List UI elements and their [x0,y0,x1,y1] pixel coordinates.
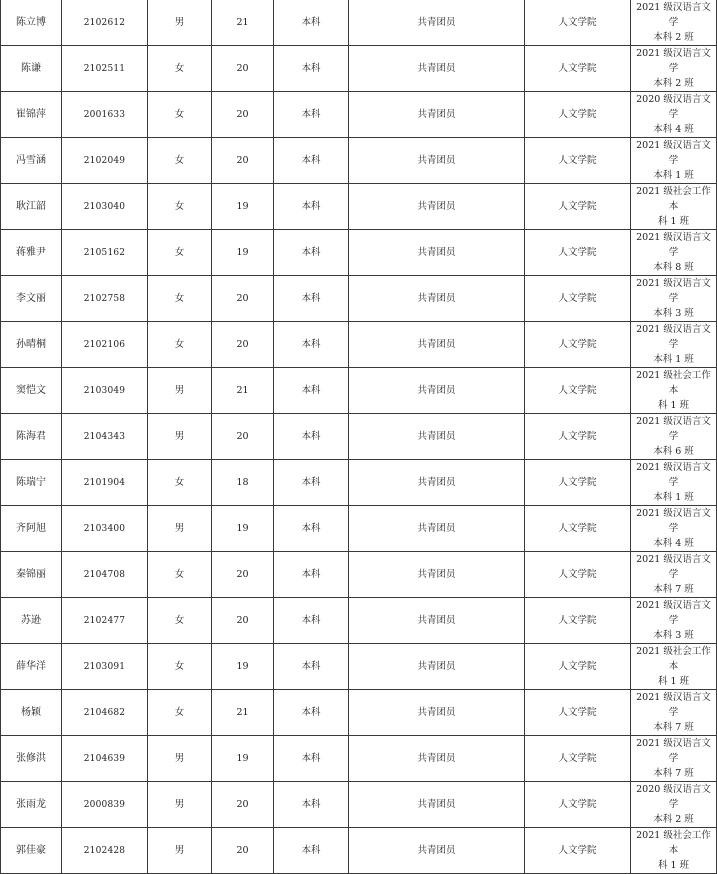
degree-cell: 本科 [274,552,349,598]
class-line-1: 2021 级汉语言文学 [636,692,711,718]
class-cell [631,690,717,736]
table-row [1,506,717,552]
table-row [1,184,717,230]
table-row [1,276,717,322]
college-cell: 人文学院 [525,506,631,552]
age-cell: 20 [212,782,274,828]
student-name-cell: 杨颖 [1,690,62,736]
student-id-cell: 2105162 [62,230,148,276]
class-line-2: 本科 6 班 [653,446,694,457]
student-id-cell: 2104343 [62,414,148,460]
student-name-cell: 苏逊 [1,598,62,644]
age-cell: 19 [212,644,274,690]
age-cell: 21 [212,0,274,46]
class-line-1: 2020 级汉语言文学 [636,94,711,120]
class-line-2: 本科 2 班 [653,32,694,43]
class-cell [631,92,717,138]
table-row [1,552,717,598]
class-cell [631,598,717,644]
college-cell: 人文学院 [525,368,631,414]
degree-cell: 本科 [274,184,349,230]
gender-cell: 男 [148,506,212,552]
age-cell: 20 [212,92,274,138]
student-id-cell: 2103400 [62,506,148,552]
political-status-cell: 共青团员 [349,0,525,46]
student-id-cell: 2103040 [62,184,148,230]
class-line-2: 科 1 班 [657,860,690,871]
class-cell [631,276,717,322]
student-name-cell: 张修洪 [1,736,62,782]
gender-cell: 女 [148,322,212,368]
class-line-1: 2021 级汉语言文学 [636,324,711,350]
student-name-cell: 孙晴桐 [1,322,62,368]
student-id-cell: 2000839 [62,782,148,828]
degree-cell: 本科 [274,828,349,874]
class-line-2: 科 1 班 [657,216,690,227]
political-status-cell: 共青团员 [349,184,525,230]
roster-body [1,0,717,874]
student-id-cell: 2103091 [62,644,148,690]
political-status-cell: 共青团员 [349,644,525,690]
student-id-cell: 2104682 [62,690,148,736]
class-line-1: 2021 级汉语言文学 [636,416,711,442]
gender-cell: 女 [148,230,212,276]
student-name-cell: 冯雪涵 [1,138,62,184]
class-line-1: 2021 级社会工作本 [636,186,711,212]
degree-cell: 本科 [274,138,349,184]
class-cell [631,552,717,598]
political-status-cell: 共青团员 [349,598,525,644]
class-line-2: 科 1 班 [657,676,690,687]
gender-cell: 女 [148,644,212,690]
class-cell [631,0,717,46]
class-line-1: 2021 级汉语言文学 [636,48,711,74]
college-cell: 人文学院 [525,828,631,874]
degree-cell: 本科 [274,644,349,690]
class-line-2: 本科 1 班 [653,170,694,181]
table-row [1,644,717,690]
class-line-1: 2021 级汉语言文学 [636,232,711,258]
degree-cell: 本科 [274,230,349,276]
gender-cell: 女 [148,690,212,736]
class-line-2: 本科 3 班 [653,308,694,319]
gender-cell: 女 [148,276,212,322]
degree-cell: 本科 [274,322,349,368]
gender-cell: 女 [148,184,212,230]
age-cell: 19 [212,506,274,552]
gender-cell: 男 [148,828,212,874]
student-id-cell: 2102758 [62,276,148,322]
college-cell: 人文学院 [525,690,631,736]
class-cell [631,782,717,828]
class-cell [631,230,717,276]
degree-cell: 本科 [274,598,349,644]
political-status-cell: 共青团员 [349,828,525,874]
political-status-cell: 共青团员 [349,460,525,506]
class-cell [631,138,717,184]
class-cell [631,414,717,460]
student-id-cell: 2103049 [62,368,148,414]
student-name-cell: 张雨龙 [1,782,62,828]
class-line-2: 科 1 班 [657,400,690,411]
student-name-cell: 窦恺文 [1,368,62,414]
political-status-cell: 共青团员 [349,230,525,276]
gender-cell: 男 [148,736,212,782]
degree-cell: 本科 [274,276,349,322]
class-line-2: 本科 1 班 [653,492,694,503]
student-name-cell: 薛华洋 [1,644,62,690]
class-line-2: 本科 3 班 [653,630,694,641]
age-cell: 20 [212,414,274,460]
class-line-1: 2021 级汉语言文学 [636,738,711,764]
table-row [1,322,717,368]
class-line-2: 本科 2 班 [653,814,694,825]
degree-cell: 本科 [274,460,349,506]
table-row [1,368,717,414]
student-id-cell: 2102106 [62,322,148,368]
age-cell: 19 [212,736,274,782]
student-id-cell: 2102049 [62,138,148,184]
age-cell: 20 [212,322,274,368]
gender-cell: 男 [148,782,212,828]
student-id-cell: 2102612 [62,0,148,46]
political-status-cell: 共青团员 [349,736,525,782]
class-cell [631,46,717,92]
class-cell [631,506,717,552]
class-cell [631,460,717,506]
class-line-2: 本科 7 班 [653,584,694,595]
class-line-2: 本科 7 班 [653,768,694,779]
student-name-cell: 陈瑞宁 [1,460,62,506]
degree-cell: 本科 [274,782,349,828]
class-line-1: 2021 级汉语言文学 [636,278,711,304]
college-cell: 人文学院 [525,230,631,276]
degree-cell: 本科 [274,92,349,138]
class-cell [631,184,717,230]
class-line-1: 2021 级汉语言文学 [636,140,711,166]
student-id-cell: 2101904 [62,460,148,506]
college-cell: 人文学院 [525,184,631,230]
student-name-cell: 耿江韶 [1,184,62,230]
student-id-cell: 2102428 [62,828,148,874]
student-name-cell: 齐阿旭 [1,506,62,552]
class-cell [631,828,717,874]
degree-cell: 本科 [274,0,349,46]
college-cell: 人文学院 [525,736,631,782]
age-cell: 21 [212,368,274,414]
college-cell: 人文学院 [525,46,631,92]
table-row [1,690,717,736]
student-id-cell: 2104639 [62,736,148,782]
class-cell [631,736,717,782]
degree-cell: 本科 [274,46,349,92]
class-cell [631,322,717,368]
student-id-cell: 2104708 [62,552,148,598]
class-line-2: 本科 7 班 [653,722,694,733]
class-line-1: 2020 级汉语言文学 [636,784,711,810]
table-row [1,230,717,276]
table-row [1,414,717,460]
college-cell: 人文学院 [525,322,631,368]
class-line-2: 本科 8 班 [653,262,694,273]
college-cell: 人文学院 [525,782,631,828]
class-line-1: 2021 级汉语言文学 [636,2,711,28]
student-name-cell: 李文丽 [1,276,62,322]
college-cell: 人文学院 [525,414,631,460]
student-name-cell: 崔锦萍 [1,92,62,138]
table-row [1,736,717,782]
age-cell: 18 [212,460,274,506]
college-cell: 人文学院 [525,552,631,598]
age-cell: 20 [212,598,274,644]
age-cell: 20 [212,46,274,92]
student-name-cell: 陈谦 [1,46,62,92]
college-cell: 人文学院 [525,138,631,184]
political-status-cell: 共青团员 [349,690,525,736]
age-cell: 20 [212,276,274,322]
college-cell: 人文学院 [525,276,631,322]
political-status-cell: 共青团员 [349,92,525,138]
gender-cell: 女 [148,552,212,598]
age-cell: 20 [212,138,274,184]
college-cell: 人文学院 [525,460,631,506]
table-row [1,828,717,874]
class-line-2: 本科 4 班 [653,124,694,135]
table-row [1,460,717,506]
age-cell: 20 [212,552,274,598]
college-cell: 人文学院 [525,644,631,690]
degree-cell: 本科 [274,736,349,782]
political-status-cell: 共青团员 [349,552,525,598]
gender-cell: 女 [148,598,212,644]
college-cell: 人文学院 [525,0,631,46]
student-id-cell: 2001633 [62,92,148,138]
table-row [1,598,717,644]
gender-cell: 女 [148,92,212,138]
class-line-2: 本科 2 班 [653,78,694,89]
college-cell: 人文学院 [525,598,631,644]
political-status-cell: 共青团员 [349,276,525,322]
gender-cell: 女 [148,138,212,184]
political-status-cell: 共青团员 [349,322,525,368]
class-line-1: 2021 级社会工作本 [636,830,711,856]
gender-cell: 男 [148,0,212,46]
class-line-1: 2021 级社会工作本 [636,646,711,672]
political-status-cell: 共青团员 [349,46,525,92]
table-row [1,138,717,184]
student-name-cell: 陈海君 [1,414,62,460]
gender-cell: 男 [148,414,212,460]
gender-cell: 女 [148,460,212,506]
class-cell [631,368,717,414]
political-status-cell: 共青团员 [349,506,525,552]
gender-cell: 男 [148,368,212,414]
student-id-cell: 2102511 [62,46,148,92]
gender-cell: 女 [148,46,212,92]
class-line-1: 2021 级汉语言文学 [636,600,711,626]
degree-cell: 本科 [274,690,349,736]
degree-cell: 本科 [274,414,349,460]
class-cell [631,644,717,690]
political-status-cell: 共青团员 [349,368,525,414]
class-line-2: 本科 1 班 [653,354,694,365]
student-id-cell: 2102477 [62,598,148,644]
class-line-1: 2021 级汉语言文学 [636,508,711,534]
class-line-2: 本科 4 班 [653,538,694,549]
table-row [1,46,717,92]
political-status-cell: 共青团员 [349,782,525,828]
class-line-1: 2021 级社会工作本 [636,370,711,396]
age-cell: 20 [212,828,274,874]
class-line-1: 2021 级汉语言文学 [636,462,711,488]
student-name-cell: 郭佳豪 [1,828,62,874]
political-status-cell: 共青团员 [349,138,525,184]
table-row [1,782,717,828]
age-cell: 19 [212,230,274,276]
student-name-cell: 蒋雅尹 [1,230,62,276]
degree-cell: 本科 [274,506,349,552]
degree-cell: 本科 [274,368,349,414]
age-cell: 21 [212,690,274,736]
college-cell: 人文学院 [525,92,631,138]
political-status-cell: 共青团员 [349,414,525,460]
table-row [1,0,717,46]
class-line-1: 2021 级汉语言文学 [636,554,711,580]
student-name-cell: 秦锦丽 [1,552,62,598]
student-name-cell: 陈立博 [1,0,62,46]
age-cell: 19 [212,184,274,230]
table-row [1,92,717,138]
